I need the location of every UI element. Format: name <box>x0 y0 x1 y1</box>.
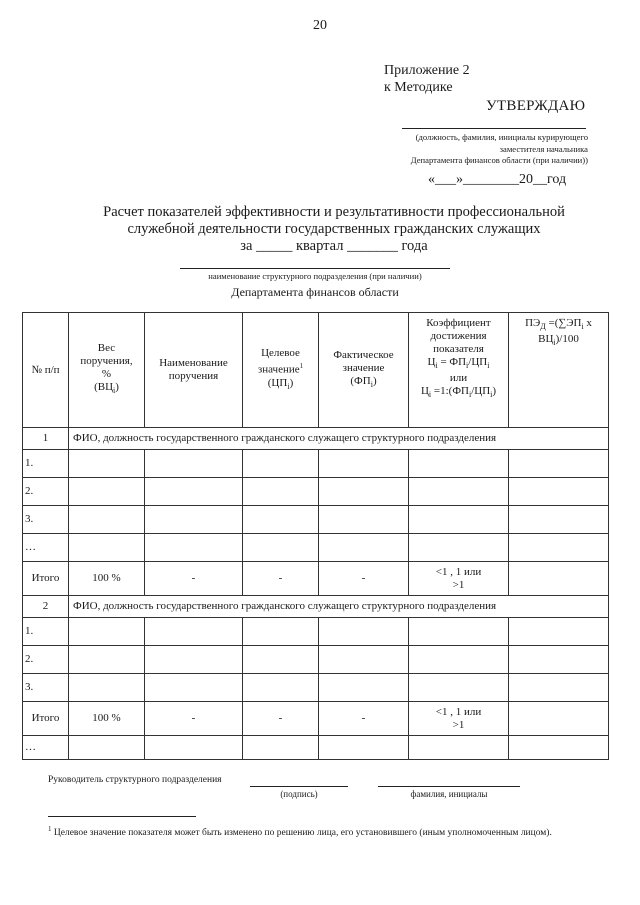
signature-line <box>250 786 348 787</box>
table-row <box>23 534 609 562</box>
table-row <box>23 506 609 534</box>
total-row <box>23 702 609 736</box>
approval-date: «___»________20__год <box>428 172 567 187</box>
title-line: Расчет показателей эффективности и результативности профессиональной <box>103 204 565 220</box>
total-name: - <box>145 702 243 736</box>
approver-note <box>328 132 588 167</box>
name-caption: фамилия, инициалы <box>410 789 488 799</box>
row-num: … <box>23 736 69 760</box>
total-target: - <box>243 562 319 596</box>
row-num: 1. <box>23 450 69 478</box>
header-result: $ПЭ_Д =(\sum ЭП_i$ х $ВЦ_i)/100$ <box>509 313 609 428</box>
header-weight: Вес поручения, % $(ВЦ_i)$ <box>69 313 145 428</box>
name-line <box>378 786 520 787</box>
footnote-rule <box>48 816 196 817</box>
table-row <box>23 674 609 702</box>
total-coefficient: <1 , 1 или >1 <box>409 562 509 596</box>
annex-line-2: к Методике <box>384 80 453 95</box>
footnote <box>48 823 582 840</box>
approver-note-line: Департамента финансов области (при наличии)) <box>410 155 588 165</box>
header-num: № п/п <box>23 313 69 428</box>
approver-note-line: (должность, фамилия, инициалы курирующего <box>415 132 588 142</box>
row-num: … <box>23 534 69 562</box>
total-row <box>23 562 609 596</box>
total-actual: - <box>319 702 409 736</box>
document-title <box>60 204 608 255</box>
total-weight: 100 % <box>69 562 145 596</box>
total-weight: 100 % <box>69 702 145 736</box>
header-actual: Фактическое значение $(ФП_i)$ <box>319 313 409 428</box>
table-row <box>23 736 609 760</box>
section-title: ФИО, должность государственного гражданского служащего структурного подразделения <box>69 428 609 450</box>
table-row <box>23 478 609 506</box>
total-name: - <box>145 562 243 596</box>
title-line: служебной деятельности государственных гражданских служащих <box>127 221 541 237</box>
department-name: Департамента финансов области <box>231 285 399 299</box>
efficiency-table <box>22 312 609 760</box>
title-line: за _____ квартал _______ года <box>240 238 428 254</box>
approver-signature-line <box>402 128 586 129</box>
table-row <box>23 450 609 478</box>
total-target: - <box>243 702 319 736</box>
row-num: 2. <box>23 646 69 674</box>
total-actual: - <box>319 562 409 596</box>
section-num: 1 <box>23 428 69 450</box>
total-label: Итого <box>23 702 69 736</box>
section-title: ФИО, должность государственного гражданского служащего структурного подразделения <box>69 596 609 618</box>
section-row <box>23 428 609 450</box>
approver-note-line: заместителя начальника <box>499 143 588 154</box>
footnote-text: Целевое значение показателя может быть изменено по решению лица, его установившего (иным уполномоченным лицом). <box>53 828 552 839</box>
signature-caption: (подпись) <box>280 789 318 799</box>
total-label: Итого <box>23 562 69 596</box>
header-coefficient: Коэффициент достижения показателя $Ц_i = ФП_i/ЦП_i$ или $Ц_i$ $=1:(ФП_i/ЦП_i)$ <box>409 313 509 428</box>
annex-line-1: Приложение 2 <box>384 63 470 78</box>
header-name: Наименование поручения <box>145 313 243 428</box>
header-target: Целевое значение$^1$ $(ЦП_i)$ <box>243 313 319 428</box>
annex-label <box>384 62 470 96</box>
footnote-mark: 1 <box>48 825 52 833</box>
row-num: 3. <box>23 506 69 534</box>
section-row <box>23 596 609 618</box>
section-num: 2 <box>23 596 69 618</box>
table-header-row <box>23 313 609 428</box>
approve-heading: УТВЕРЖДАЮ <box>486 98 586 114</box>
page-number: 20 <box>313 18 327 33</box>
total-coefficient: <1 , 1 или >1 <box>409 702 509 736</box>
unit-name-line <box>180 268 450 269</box>
row-num: 1. <box>23 618 69 646</box>
row-num: 2. <box>23 478 69 506</box>
unit-note: наименование структурного подразделения (при наличии) <box>208 271 422 281</box>
table-row <box>23 618 609 646</box>
table-row <box>23 646 609 674</box>
head-signature-label: Руководитель структурного подразделения <box>48 775 222 785</box>
row-num: 3. <box>23 674 69 702</box>
